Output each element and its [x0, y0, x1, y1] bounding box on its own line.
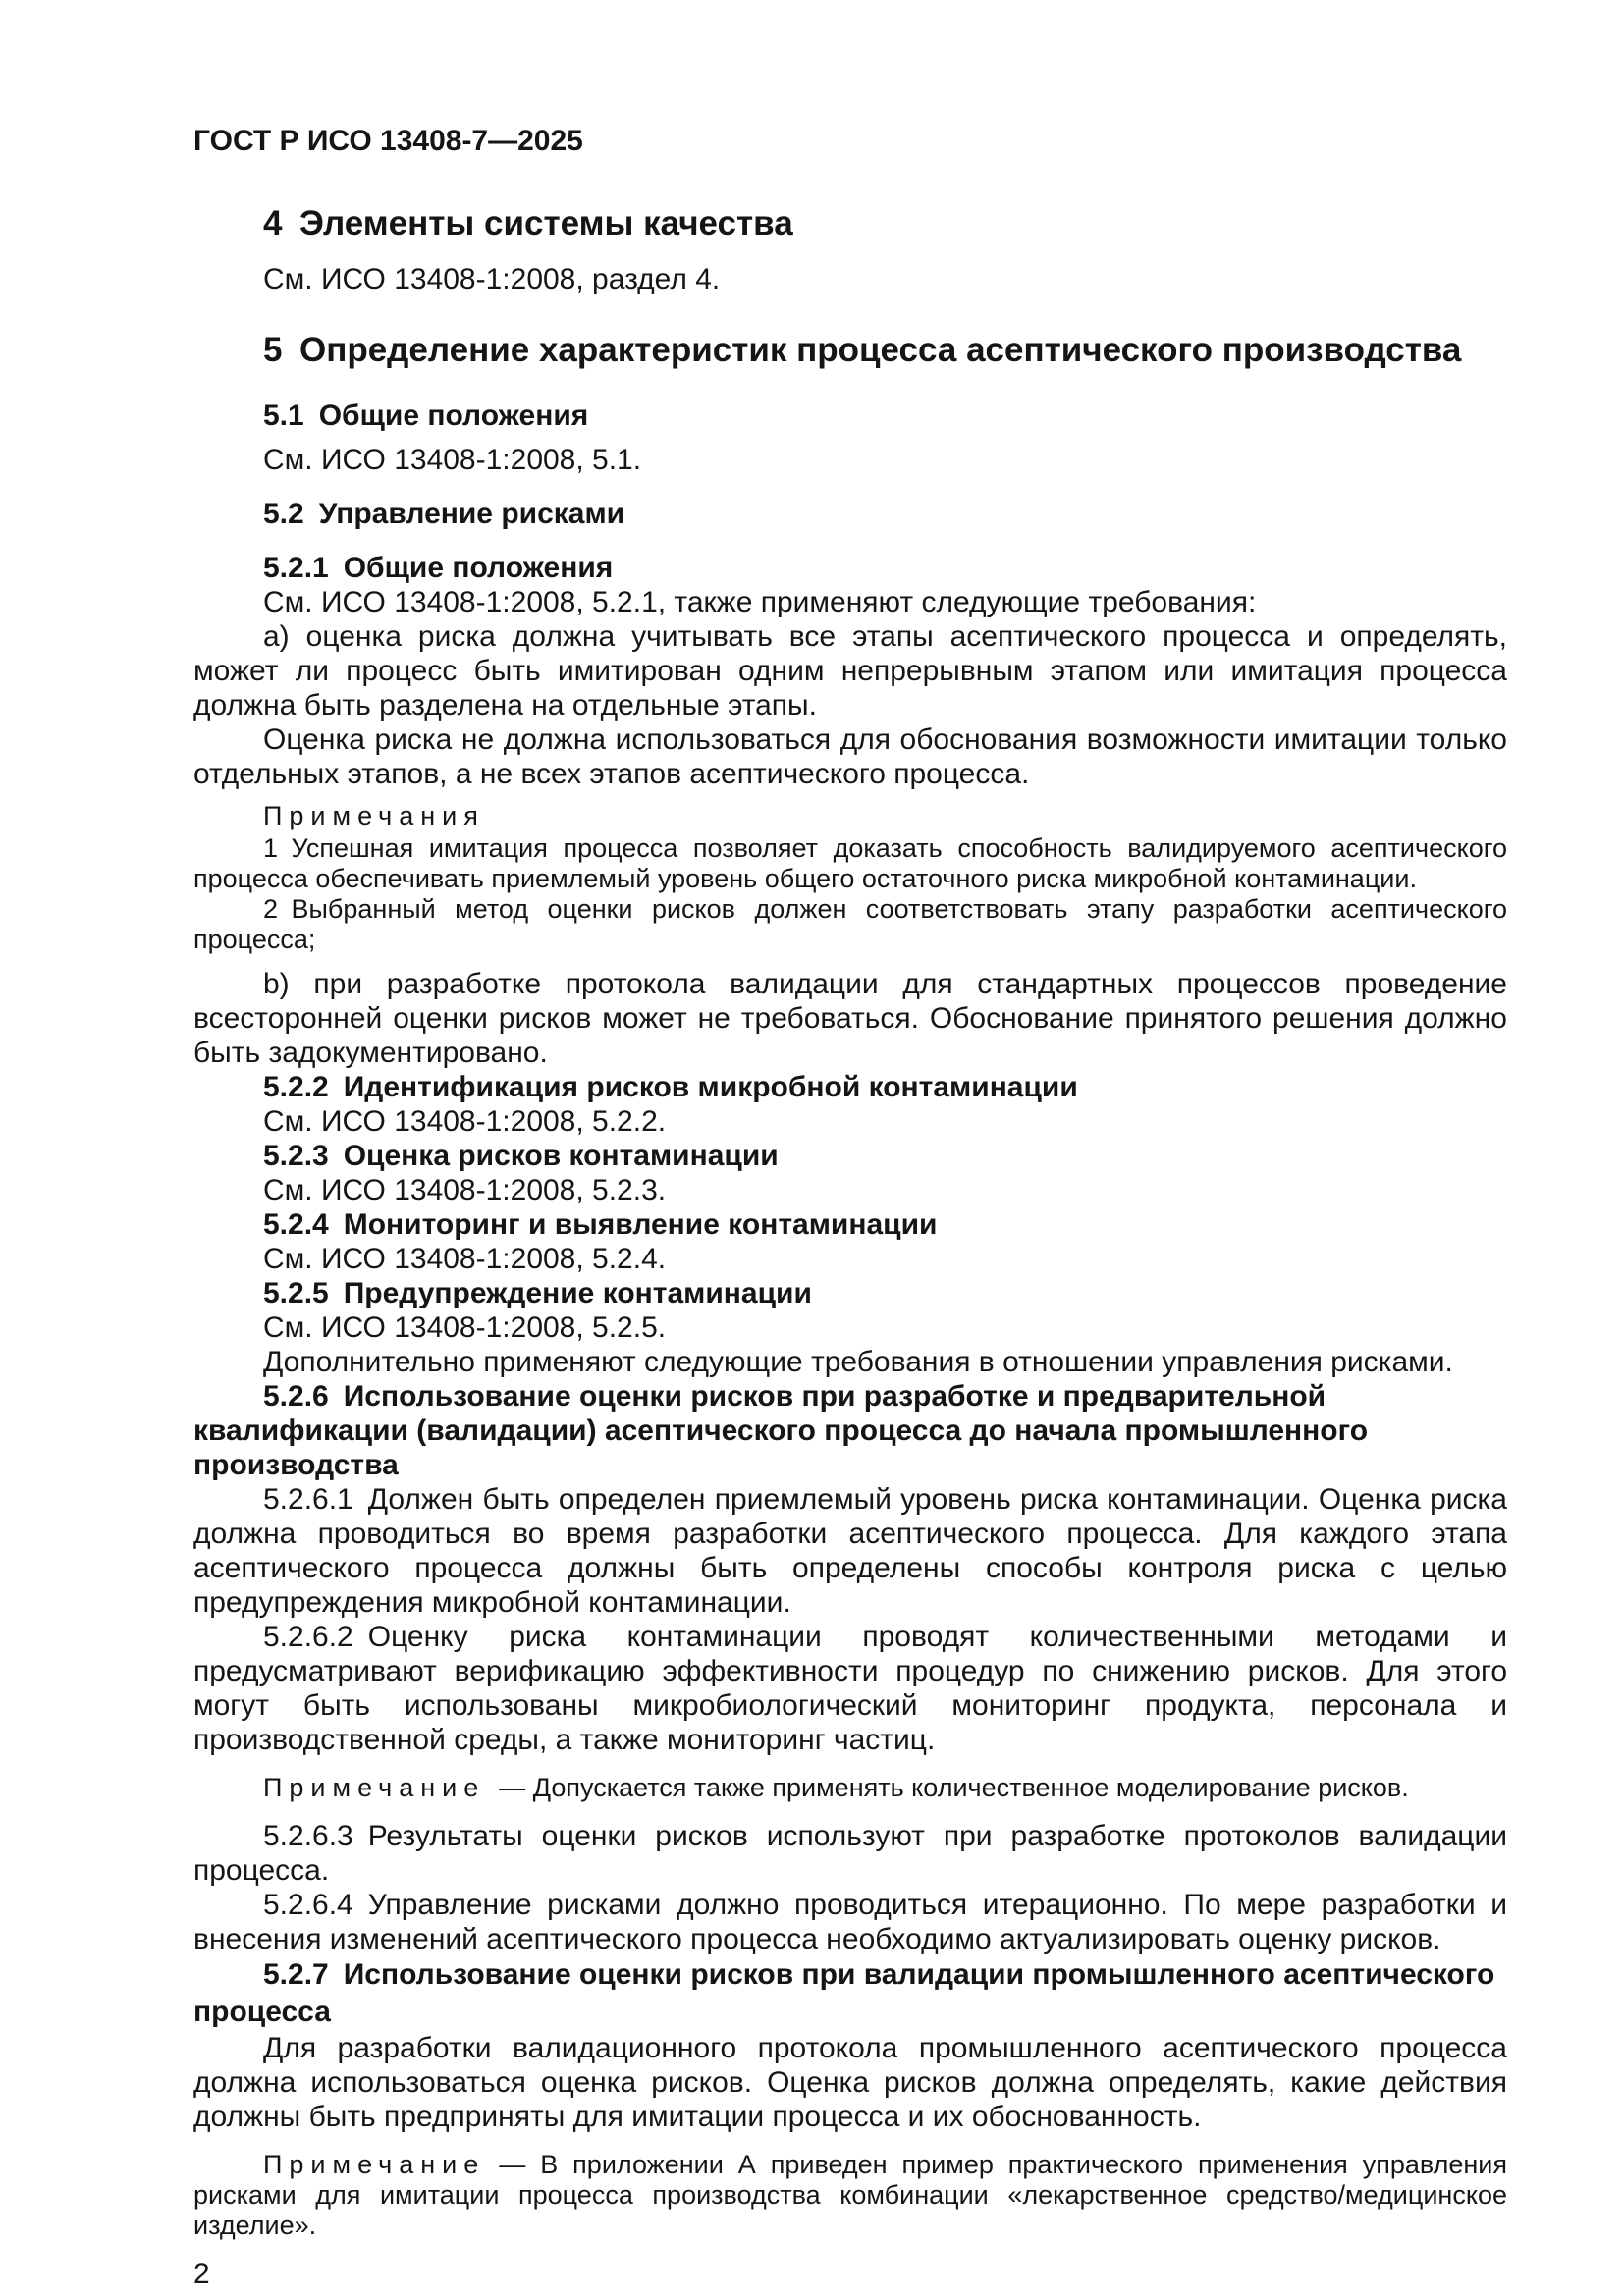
section-5-2-4-heading: 5.2.4 Мониторинг и выявление контаминации [263, 1208, 938, 1241]
section-5-heading: 5 Определение характеристик процесса асептического производства [263, 331, 1462, 369]
note-label: Примечание [263, 1773, 486, 1802]
section-5-2-5-additional: Дополнительно применяют следующие требования в отношении управления рисками. [263, 1346, 1453, 1378]
section-4-reference: См. ИСО 13408-1:2008, раздел 4. [263, 263, 721, 295]
section-5-2-6-heading: 5.2.6 Использование оценки рисков при разработке и предварительной квалификации (валидации) асептического процесса до начала промышленного производства [193, 1380, 1369, 1481]
section-5-2-6-3-paragraph: 5.2.6.3 Результаты оценки рисков используют при разработке протоколов валидации процесса. [193, 1820, 1507, 1887]
section-5-2-2-heading: 5.2.2 Идентификация рисков микробной контаминации [263, 1071, 1078, 1103]
section-5-2-1-item-b: b) при разработке протокола валидации для стандартных процессов проведение всесторонней оценки рисков может не требоваться. Обоснование принятого решения должно быть задокументировано. [193, 968, 1507, 1069]
note-text: — Допускается также применять количественное моделирование рисков. [499, 1773, 1409, 1802]
section-5-2-5-heading: 5.2.5 Предупреждение контаминации [263, 1277, 812, 1309]
section-5-2-6-1-paragraph: 5.2.6.1 Должен быть определен приемлемый уровень риска контаминации. Оценка риска должна проводиться во время разработки асептического процесса. Для каждого этапа асептического процесса должны быть определены способы контроля риска с целью предупреждения микробной контаминации. [193, 1483, 1507, 1619]
section-5-2-7-paragraph: Для разработки валидационного протокола промышленного асептического процесса должна использоваться оценка рисков. Оценка рисков должна определять, какие действия должны быть предприняты для имитации процесса и их обоснованность. [193, 2032, 1507, 2133]
section-5-2-1-intro: См. ИСО 13408-1:2008, 5.2.1, также применяют следующие требования: [263, 586, 1257, 618]
section-5-2-heading: 5.2 Управление рисками [263, 498, 625, 530]
section-5-2-2-reference: См. ИСО 13408-1:2008, 5.2.2. [263, 1105, 667, 1138]
text-column [193, 124, 1507, 2291]
section-5-2-6-2-paragraph: 5.2.6.2 Оценку риска контаминации проводят количественными методами и предусматривают верификацию эффективности процедур по снижению рисков. Для этого могут быть использованы микробиологический мониторинг продукта, персонала и производственной среды, а также мониторинг частиц. [193, 1621, 1507, 1756]
note-5-2-7 [193, 2150, 1507, 2241]
section-5-2-1-paragraph: Оценка риска не должна использоваться для обоснования возможности имитации только отдельных этапов, а не всех этапов асептического процесса. [193, 723, 1507, 790]
section-5-2-1-heading: 5.2.1 Общие положения [263, 552, 614, 584]
note-1: 1 Успешная имитация процесса позволяет доказать способность валидируемого асептического процесса обеспечивать приемлемый уровень общего остаточного риска микробной контаминации. [193, 833, 1507, 893]
notes-label: Примечания [263, 801, 485, 830]
note-label: Примечание [263, 2150, 486, 2179]
note-5-2-6-2 [193, 1773, 1507, 1803]
section-5-1-reference: См. ИСО 13408-1:2008, 5.1. [263, 444, 642, 476]
section-5-2-7-heading: 5.2.7 Использование оценки рисков при валидации промышленного асептического процесса [193, 1958, 1495, 2028]
page-number: 2 [193, 2258, 210, 2290]
notes-block [193, 801, 1507, 955]
section-5-2-5-reference: См. ИСО 13408-1:2008, 5.2.5. [263, 1311, 667, 1344]
section-5-1-heading: 5.1 Общие положения [263, 400, 589, 432]
section-5-2-4-reference: См. ИСО 13408-1:2008, 5.2.4. [263, 1243, 667, 1275]
section-5-2-3-heading: 5.2.3 Оценка рисков контаминации [263, 1140, 779, 1172]
section-5-2-6-4-paragraph: 5.2.6.4 Управление рисками должно проводиться итерационно. По мере разработки и внесения изменений асептического процесса необходимо актуализировать оценку рисков. [193, 1889, 1507, 1955]
section-5-2-1-item-a: а) оценка риска должна учитывать все этапы асептического процесса и определять, может ли процесс быть имитирован одним непрерывным этапом или имитация процесса должна быть разделена на отдельные этапы. [193, 620, 1507, 721]
note-2: 2 Выбранный метод оценки рисков должен соответствовать этапу разработки асептического процесса; [193, 894, 1507, 954]
section-4-heading: 4 Элементы системы качества [263, 204, 793, 242]
running-header: ГОСТ Р ИСО 13408-7—2025 [193, 125, 583, 157]
section-5-2-3-reference: См. ИСО 13408-1:2008, 5.2.3. [263, 1174, 667, 1206]
note-text: — В приложении А приведен пример практического применения управления рисками для имитации процесса производства комбинации «лекарственное средство/медицинское изделие». [193, 2150, 1507, 2240]
